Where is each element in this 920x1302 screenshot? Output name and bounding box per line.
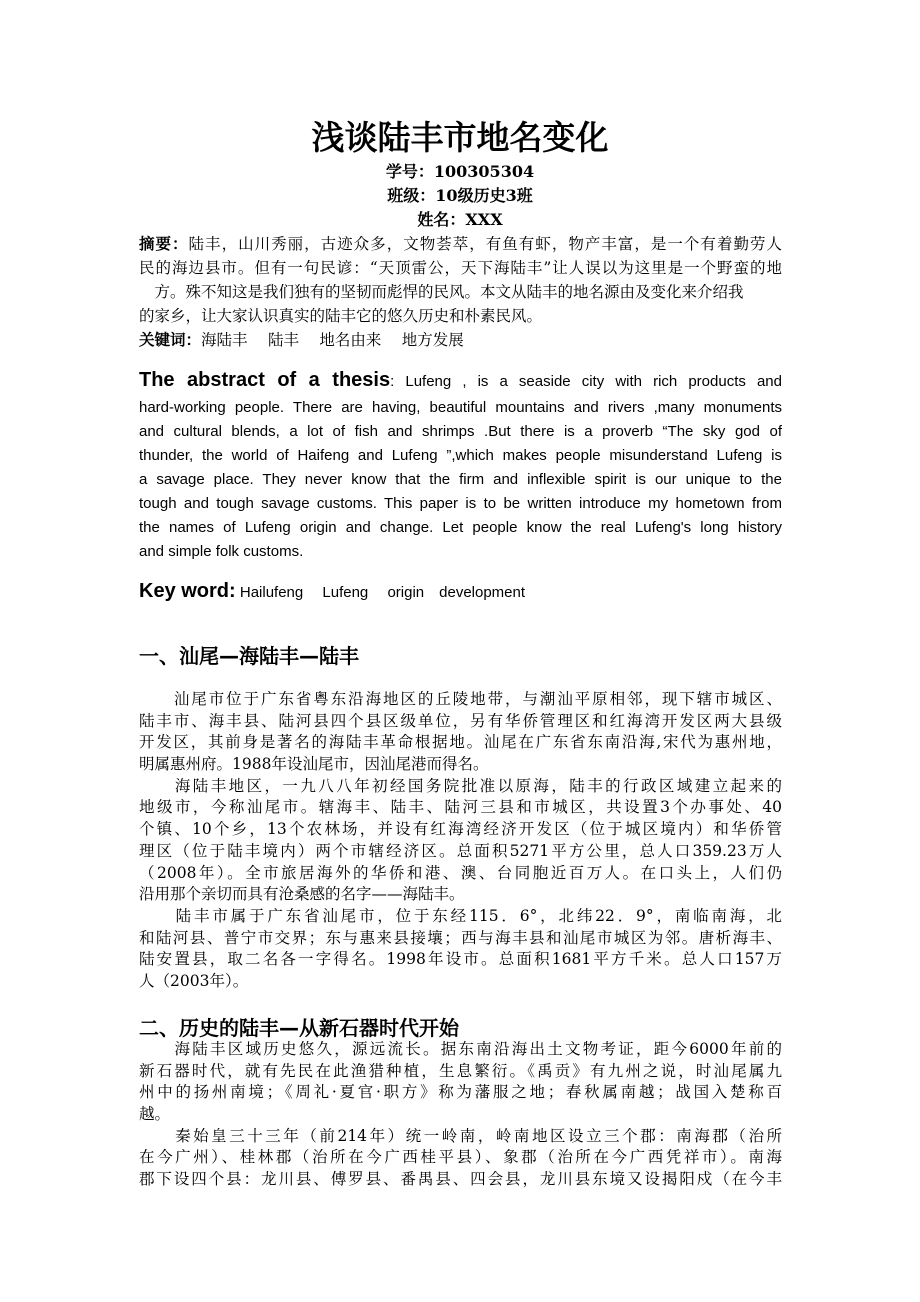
paragraph-line: 越。	[139, 1105, 171, 1124]
chinese-abstract	[139, 232, 782, 352]
paragraph-line: （2008年）。全市旅居海外的华侨和港、澳、台同胞近百万人。在口头上，人们仍	[139, 863, 782, 882]
abstract-line: 的家乡，让大家认识真实的陆丰它的悠久历史和朴素民风。	[139, 307, 543, 325]
english-abstract-line: tough and tough savage customs. This paper is to be written introduce my hometown from	[139, 495, 782, 512]
paragraph-line: 人（2003年）。	[139, 971, 249, 990]
english-abstract-line: and cultural blends, a lot of fish and shrimps .But there is a proverb “The sky god of	[139, 423, 782, 440]
paragraph-line: 海陆丰区域历史悠久，源远流长。据东南沿海出土文物考证，距今6000年前的	[139, 1040, 782, 1058]
english-abstract-line: a savage place. They never know that the firm and inflexible spirit is our unique to the	[139, 471, 782, 488]
keywords-label: 关键词：	[139, 331, 202, 349]
paragraph-line: 陆安置县，取二名各一字得名。1998年设市。总面积1681平方千米。总人口157万	[139, 950, 782, 969]
paragraph-line: 理区（位于陆丰境内）两个市辖经济区。总面积5271平方公里，总人口359.23万人	[139, 841, 782, 860]
keywords-text: 海陆丰 陆丰 地名由来 地方发展	[201, 331, 464, 349]
abstract-line: 方。殊不知这是我们独有的坚韧而彪悍的民风。本文从陆丰的地名源由及变化来介绍我	[139, 283, 744, 301]
english-abstract	[139, 364, 782, 564]
doc-title: 浅谈陆丰市地名变化	[311, 118, 609, 157]
english-abstract-line: thunder, the world of Haifeng and Lufeng ”,which makes people misunderstand Lufeng is	[139, 447, 782, 464]
paragraph-line: 地级市，今称汕尾市。辖海丰、陆丰、陆河三县和市城区，共设置3个办事处、40	[139, 798, 782, 817]
english-abstract-label: The abstract of a thesis	[139, 369, 391, 391]
paragraph-line: 海陆丰地区，一九八八年初经国务院批准以原海，陆丰的行政区域建立起来的	[139, 776, 782, 795]
paragraph-line: 开发区，其前身是著名的海陆丰革命根据地。汕尾在广东省东南沿海,宋代为惠州地，	[139, 733, 782, 752]
paragraph-line: 沿用那个亲切而具有沧桑感的名字——海陆丰。	[139, 885, 465, 904]
abstract-line: 民的海边县市。但有一句民谚：“天顶雷公，天下海陆丰”让人误以为这里是一个野蛮的地	[139, 259, 782, 277]
paragraph-line: 明属惠州府。1988年设汕尾市，因汕尾港而得名。	[139, 755, 489, 774]
paragraph-line: 郡下设四个县：龙川县、傅罗县、番禺县、四会县，龙川县东境又设揭阳戍（在今丰	[139, 1170, 782, 1189]
english-keywords-label: Key word:	[139, 580, 236, 602]
paragraph-line: 陆丰市、海丰县、陆河县四个县区级单位，另有华侨管理区和红海湾开发区两大县级	[139, 711, 782, 730]
section-1-heading: 一、汕尾—海陆丰—陆丰	[139, 644, 359, 668]
paragraph-line: 个镇、10个乡，13个农林场，并设有红海湾经济开发区（位于城区境内）和华侨管	[139, 820, 782, 839]
section-2-body	[139, 1039, 782, 1191]
paragraph-line: 陆丰市属于广东省汕尾市，位于东经115．6°，北纬22．9°，南临南海，北	[139, 906, 782, 925]
student-name: 姓名：XXX	[417, 210, 503, 229]
paragraph-line: 州中的扬州南境；《周礼·夏官·职方》称为藩服之地；春秋属南越；战国入楚称百	[139, 1083, 782, 1102]
paragraph-line: 在今广州）、桂林郡（治所在今广西桂平县）、象郡（治所在今广西凭祥市）。南海	[139, 1148, 782, 1167]
english-abstract-line: the names of Lufeng origin and change. Let people know the real Lufeng's long history	[139, 519, 782, 536]
class-info: 班级：10级历史3班	[387, 186, 533, 205]
paragraph-line: 和陆河县、普宁市交界；东与惠来县接壤；西与海丰县和汕尾市城区为邻。唐析海丰、	[139, 928, 782, 947]
english-abstract-line: : Lufeng , is a seaside city with rich products and	[390, 373, 782, 390]
english-abstract-line: hard-working people. There are having, beautiful mountains and rivers ,many monuments	[139, 399, 782, 416]
abstract-label: 摘要：	[139, 235, 189, 253]
paragraph-line: 汕尾市位于广东省粤东沿海地区的丘陵地带，与潮汕平原相邻，现下辖市城区、	[139, 690, 782, 708]
english-keywords	[139, 580, 782, 603]
section-2-heading: 二、历史的陆丰—从新石器时代开始	[139, 1016, 459, 1040]
paragraph-line: 秦始皇三十三年（前214年）统一岭南，岭南地区设立三个郡：南海郡（治所	[139, 1126, 782, 1145]
english-abstract-line: and simple folk customs.	[139, 543, 304, 560]
section-1-body	[139, 689, 782, 993]
paragraph-line: 新石器时代，就有先民在此渔猎种植，生息繁衍。《禹贡》有九州之说，时汕尾属九	[139, 1061, 782, 1080]
student-id: 学号：100305304	[385, 162, 535, 181]
abstract-line: 陆丰，山川秀丽，古迹众多，文物荟萃，有鱼有虾，物产丰富，是一个有着勤劳人	[188, 235, 782, 253]
english-keywords-text: Hailufeng Lufeng origin development	[235, 584, 526, 601]
